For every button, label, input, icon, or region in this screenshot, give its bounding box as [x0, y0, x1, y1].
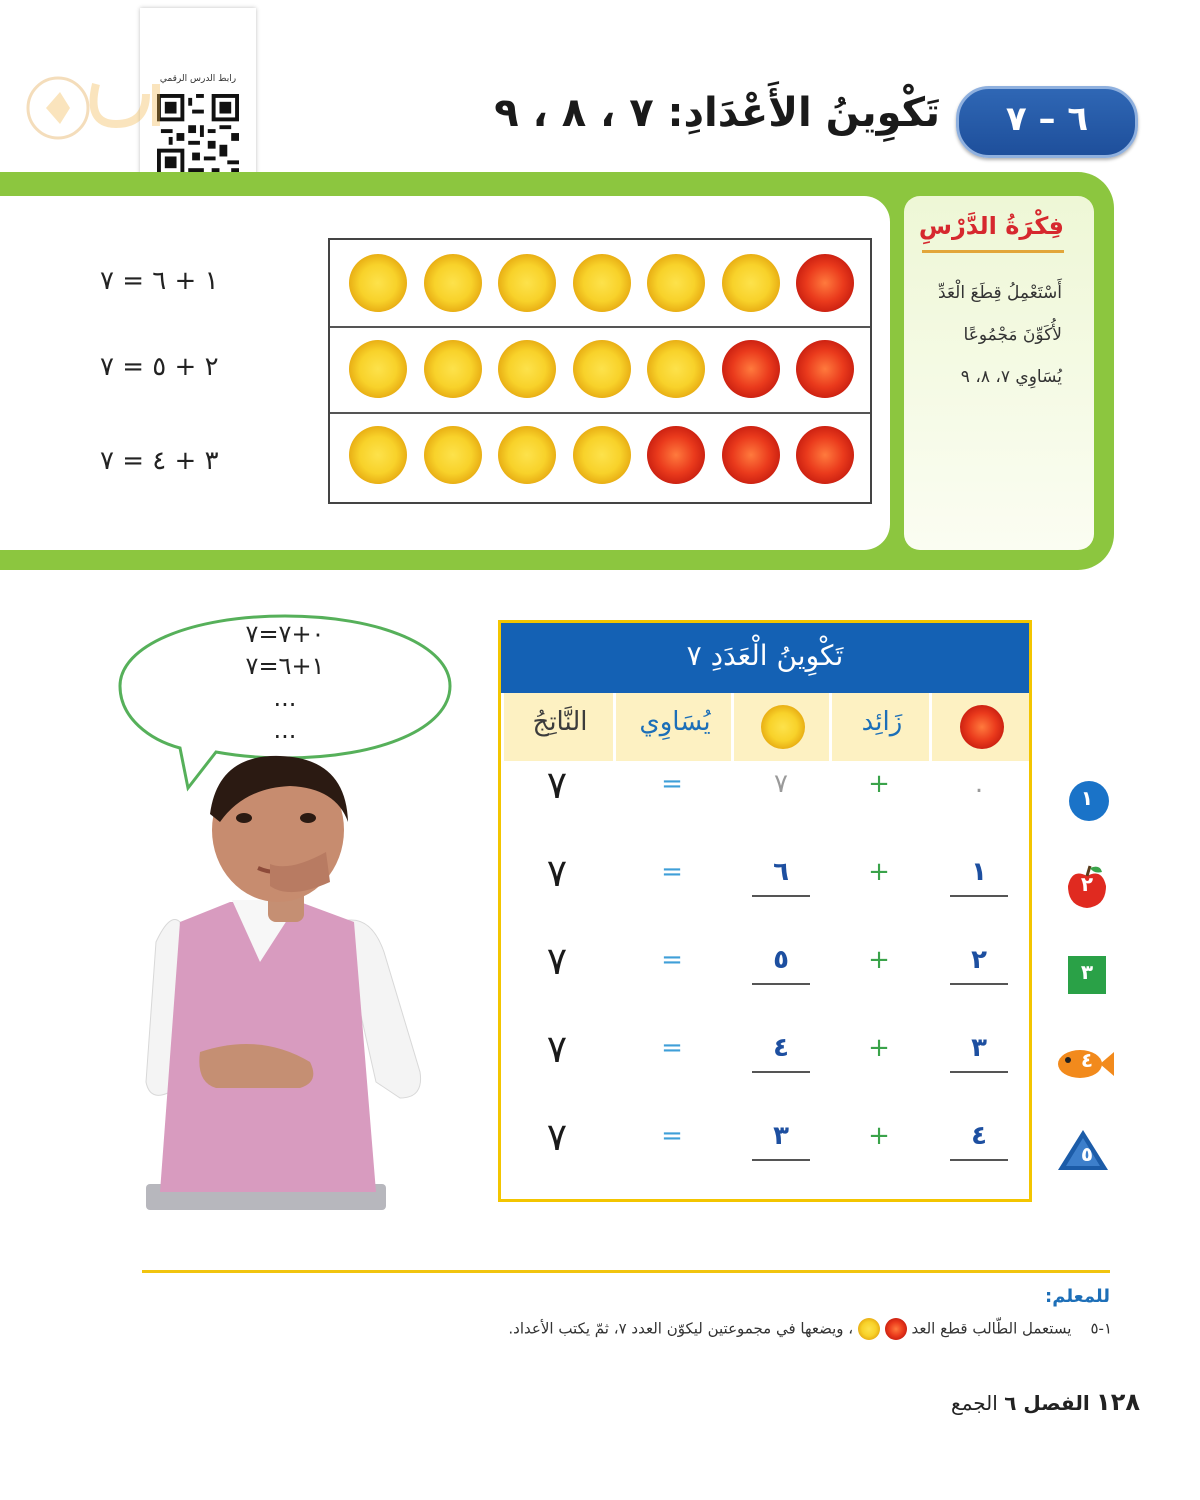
yellow-counter	[424, 340, 482, 398]
yellow-counter	[349, 426, 407, 484]
table-cell-red: ٤	[971, 1121, 987, 1151]
yellow-counter	[424, 426, 482, 484]
counter-row	[330, 326, 870, 414]
page-footer	[900, 1388, 1140, 1416]
row-marker-label: ٤	[1080, 1048, 1094, 1072]
table-cell-yellow: ٦	[773, 857, 789, 887]
lesson-number-badge	[956, 86, 1138, 158]
table-cell-plus: +	[868, 1121, 890, 1151]
red-counter	[722, 426, 780, 484]
speech-line: ...	[273, 716, 297, 744]
table-cell-yellow: ٣	[773, 1121, 789, 1151]
table-header	[501, 623, 1029, 693]
table-title: تَكْوِينُ الْعَدَدِ ٧	[686, 639, 844, 672]
row-marker-orange-fish	[1062, 1038, 1112, 1088]
yellow-counter	[498, 340, 556, 398]
table-cell-plus: +	[868, 945, 890, 975]
speech-line: ...	[273, 684, 297, 712]
counter-frame	[328, 238, 872, 504]
chapter-label: الفصل ٦	[1004, 1391, 1090, 1415]
composition-table	[498, 620, 1032, 1202]
table-cell-red: ٣	[971, 1033, 987, 1063]
answer-underline	[950, 895, 1008, 897]
counter-row	[330, 412, 870, 498]
counter-row	[330, 240, 870, 328]
row-marker-label: ٣	[1080, 960, 1094, 984]
page-number: ١٢٨	[1096, 1388, 1140, 1416]
row-marker-blue-circle	[1062, 776, 1112, 826]
watermark-logo-icon	[26, 64, 176, 148]
yellow-counter	[498, 426, 556, 484]
red-counter-icon	[960, 705, 1004, 749]
row-marker-blue-triangle	[1062, 1124, 1112, 1174]
lesson-idea-panel	[904, 196, 1094, 550]
lesson-idea-line: يُسَاوِي ٧، ٨، ٩	[960, 367, 1062, 387]
lesson-number: ٦ – ٧	[1005, 99, 1089, 139]
table-cell-plus: +	[868, 1033, 890, 1063]
yellow-counter	[349, 254, 407, 312]
answer-underline	[752, 1159, 810, 1161]
red-counter	[796, 426, 854, 484]
red-counter-icon	[885, 1318, 907, 1340]
row-marker-green-square	[1062, 950, 1112, 1000]
column-plus	[829, 693, 932, 761]
column-red	[929, 693, 1032, 761]
table-cell-equals: =	[661, 1033, 683, 1063]
thinking-child-illustration	[140, 752, 430, 1212]
teacher-note	[380, 1318, 1112, 1340]
answer-underline	[950, 1159, 1008, 1161]
table-cell-red: .	[974, 769, 984, 799]
red-counter	[796, 340, 854, 398]
red-counter	[722, 340, 780, 398]
yellow-counter	[573, 254, 631, 312]
column-equals	[613, 693, 734, 761]
teacher-label: للمعلم:	[1045, 1286, 1110, 1307]
yellow-counter-icon	[858, 1318, 880, 1340]
table-cell-yellow: ٤	[773, 1033, 789, 1063]
column-plus-label: زَائِد	[861, 707, 903, 737]
table-cell-red: ٢	[971, 945, 987, 975]
row-marker-label: ٢	[1080, 872, 1094, 896]
answer-underline	[752, 895, 810, 897]
table-column-headers	[501, 693, 1029, 761]
lesson-idea-underline	[922, 250, 1064, 253]
table-cell-result: ٧	[546, 939, 568, 983]
teacher-note-before: يستعمل الطّالب قطع العد	[911, 1319, 1072, 1338]
lesson-idea-text	[912, 272, 1062, 398]
column-result-label: النَّاتِجُ	[532, 707, 588, 737]
lesson-idea-line: لأُكَوِّنَ مَجْمُوعًا	[963, 325, 1062, 345]
table-cell-equals: =	[661, 1121, 683, 1151]
column-result	[501, 693, 616, 761]
footer-divider	[142, 1270, 1110, 1273]
answer-underline	[950, 1071, 1008, 1073]
yellow-counter	[647, 254, 705, 312]
table-cell-equals: =	[661, 857, 683, 887]
speech-line: ٠+٧=٧	[245, 620, 325, 648]
table-cell-red: ١	[971, 857, 987, 887]
yellow-counter-icon	[761, 705, 805, 749]
equation-text: ٢ + ٥ = ٧	[100, 352, 219, 382]
table-cell-plus: +	[868, 769, 890, 799]
page-title: تَكْوِينُ الأَعْدَادِ: ٧ ، ٨ ، ٩	[494, 90, 940, 136]
table-cell-result: ٧	[546, 763, 568, 807]
table-cell-yellow: ٧	[774, 769, 788, 799]
column-equals-label: يُسَاوِي	[639, 707, 711, 737]
lesson-idea-heading: فِكْرَةُ الدَّرْسِ	[918, 212, 1064, 240]
column-yellow	[731, 693, 832, 761]
table-cell-yellow: ٥	[773, 945, 789, 975]
table-cell-equals: =	[661, 769, 683, 799]
yellow-counter	[722, 254, 780, 312]
red-counter	[796, 254, 854, 312]
lesson-idea-line: أَسْتَعْمِلُ قِطَعَ الْعَدِّ	[938, 283, 1062, 303]
equation-text: ١ + ٦ = ٧	[100, 266, 219, 296]
answer-underline	[752, 1071, 810, 1073]
speech-line: ١+٦=٧	[245, 652, 325, 680]
table-cell-result: ٧	[546, 1027, 568, 1071]
teacher-note-range: ١-٥	[1090, 1319, 1112, 1338]
yellow-counter	[424, 254, 482, 312]
yellow-counter	[498, 254, 556, 312]
speech-bubble-text	[190, 618, 380, 746]
qr-label: رابط الدرس الرقمي	[159, 74, 237, 84]
answer-underline	[752, 983, 810, 985]
row-marker-red-apple	[1062, 862, 1112, 912]
table-cell-equals: =	[661, 945, 683, 975]
chapter-title: الجمع	[951, 1391, 998, 1415]
yellow-counter	[573, 426, 631, 484]
yellow-counter	[349, 340, 407, 398]
red-counter	[647, 426, 705, 484]
yellow-counter	[573, 340, 631, 398]
row-marker-label: ٥	[1080, 1142, 1094, 1166]
table-cell-result: ٧	[546, 851, 568, 895]
teacher-note-after: ، ويضعها في مجموعتين ليكوّن العدد ٧، ثمّ يكتب الأعداد.	[508, 1319, 854, 1338]
row-marker-label: ١	[1080, 786, 1094, 810]
table-cell-plus: +	[868, 857, 890, 887]
yellow-counter	[647, 340, 705, 398]
answer-underline	[950, 983, 1008, 985]
equation-text: ٣ + ٤ = ٧	[100, 446, 219, 476]
table-cell-result: ٧	[546, 1115, 568, 1159]
